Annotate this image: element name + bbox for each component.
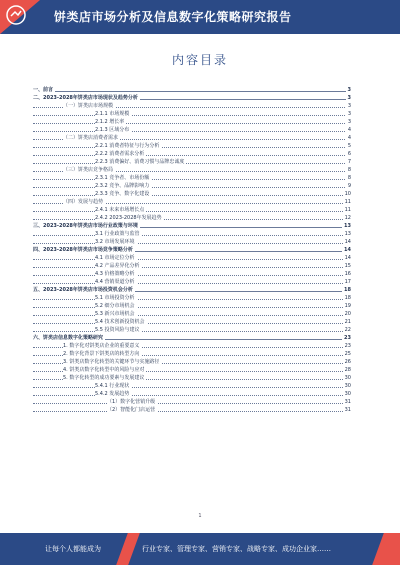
footer-accent-right (371, 533, 400, 565)
toc-entry-title: 1. 数字化对饼类店企业的重要意义 (63, 343, 140, 349)
toc-entry-title: 5.4.2 发展趋势 (95, 391, 130, 397)
toc-entry-title: 4.1 市场定位分析 (95, 255, 135, 261)
toc-entry-page: 18 (344, 295, 351, 301)
toc-heading: 内容目录 (171, 53, 228, 67)
toc-entry-title: 五、2023-2028年饼类店市场投资机会分析 (33, 287, 133, 293)
toc-entry-title: 2.1.3 区域分布 (95, 127, 130, 133)
toc-entry-title: 3.2 市场发展环境 (95, 239, 135, 245)
toc-entry[interactable] (33, 238, 351, 246)
toc-entry-page: 28 (344, 367, 351, 373)
toc-entry-title: 2.3.1 竞争者、市场份额 (95, 175, 150, 181)
toc-entry-page: 4 (347, 135, 351, 141)
toc-entry-page: 3 (347, 119, 351, 125)
toc-entry-page: 4 (347, 127, 351, 133)
toc-entry[interactable] (33, 110, 351, 118)
toc-leader (33, 163, 351, 164)
toc-entry-title: （一）饼类店市场规模 (63, 103, 114, 109)
toc-entry[interactable] (33, 406, 351, 414)
toc-entry-title: 一、前言 (33, 87, 54, 93)
toc-entry-title: 5.1 市场投资分析 (95, 295, 135, 301)
toc-leader (33, 147, 351, 148)
toc-entry[interactable] (33, 134, 351, 142)
footer-slogan: 让每个人都能成为 (45, 545, 101, 553)
toc-entry[interactable] (33, 350, 351, 358)
toc-leader (33, 267, 351, 268)
toc-entry[interactable] (33, 166, 351, 174)
page-number: 1 (198, 513, 202, 519)
toc-leader (33, 323, 351, 324)
toc-entry-page: 21 (344, 319, 351, 325)
toc-entry-page: 26 (344, 359, 351, 365)
toc-entry-title: 2.4.1 未来市场增长点 (95, 207, 145, 213)
toc-entry-page: 20 (344, 311, 351, 317)
footer-tagline: 行业专家、管理专家、营销专家、战略专家、成功企业家…… (142, 545, 331, 553)
toc-leader (33, 275, 351, 276)
toc-entry-title: 3.1 行业政策与监管 (95, 231, 140, 237)
toc-entry[interactable] (33, 214, 351, 222)
toc-entry[interactable] (33, 382, 351, 390)
toc-leader (33, 331, 351, 332)
toc-entry[interactable] (33, 190, 351, 198)
toc-entry[interactable] (33, 310, 351, 318)
toc-entry[interactable] (33, 142, 351, 150)
toc-entry[interactable] (33, 294, 351, 302)
toc-leader (33, 403, 351, 404)
toc-entry-page: 14 (344, 239, 351, 245)
toc-entry-title: 5. 数字化转型的成功要素与发展建议 (63, 375, 145, 381)
toc-entry-title: 2.4.2 2023-2028年发展趋势 (95, 215, 162, 221)
toc-entry-title: （2）智能化门店运营 (107, 407, 156, 413)
toc-entry[interactable] (33, 198, 351, 206)
toc-entry[interactable] (33, 270, 351, 278)
toc-entry-page: 9 (347, 183, 351, 189)
toc-leader (33, 155, 351, 156)
toc-entry-title: 5.5 投资风险与建议 (95, 327, 140, 333)
toc-leader (33, 187, 351, 188)
toc-entry-page: 3 (347, 87, 351, 93)
toc-entry-page: 22 (344, 327, 351, 333)
header-bar (0, 0, 400, 34)
toc-leader (33, 235, 351, 236)
table-of-contents (33, 86, 351, 414)
toc-entry-page: 31 (344, 399, 351, 405)
toc-entry-page: 15 (344, 263, 351, 269)
toc-entry[interactable] (33, 318, 351, 326)
toc-leader (33, 411, 351, 412)
toc-entry-title: 5.4 技术创新投资机会 (95, 319, 145, 325)
toc-entry-title: 四、2023-2028年饼类店市场竞争策略分析 (33, 247, 133, 253)
toc-entry[interactable] (33, 366, 351, 374)
toc-entry[interactable] (33, 86, 351, 94)
toc-entry[interactable] (33, 102, 351, 110)
toc-leader (33, 195, 351, 196)
toc-entry[interactable] (33, 390, 351, 398)
toc-entry-page: 12 (344, 215, 351, 221)
toc-leader (33, 395, 351, 396)
toc-entry-page: 10 (344, 191, 351, 197)
toc-entry[interactable] (33, 302, 351, 310)
toc-entry[interactable] (33, 150, 351, 158)
toc-entry[interactable] (33, 262, 351, 270)
toc-entry-title: 4.4 营销渠道分析 (95, 279, 135, 285)
toc-leader (33, 387, 351, 388)
toc-entry[interactable] (33, 246, 351, 254)
toc-leader (33, 91, 351, 92)
toc-entry-page: 3 (347, 103, 351, 109)
toc-entry-title: （四）发展与趋势 (63, 199, 104, 205)
toc-entry[interactable] (33, 206, 351, 214)
toc-entry-page: 3 (347, 95, 351, 101)
toc-entry-title: 4. 饼类店数字化转型中的风险与应对 (63, 367, 145, 373)
toc-entry[interactable] (33, 358, 351, 366)
toc-entry[interactable] (33, 230, 351, 238)
toc-entry-page: 13 (344, 223, 351, 229)
toc-entry-page: 30 (344, 375, 351, 381)
toc-entry-title: （1）数字化营销升级 (107, 399, 156, 405)
toc-entry-title: 2.2.3 消费偏好、消费习惯与品牌忠诚度 (95, 159, 185, 165)
toc-leader (33, 115, 351, 116)
toc-entry-page: 16 (344, 271, 351, 277)
toc-entry-title: （三）饼类店竞争格局 (63, 167, 114, 173)
toc-entry[interactable] (33, 342, 351, 350)
logo-icon (4, 3, 28, 27)
toc-entry-page: 14 (344, 247, 351, 253)
toc-entry-title: 5.4.1 行业现状 (95, 383, 130, 389)
toc-leader (33, 131, 351, 132)
toc-entry[interactable] (33, 254, 351, 262)
footer-bar (0, 533, 400, 565)
toc-leader (33, 123, 351, 124)
toc-leader (33, 283, 351, 284)
toc-entry-title: 4.2 产品差异化分析 (95, 263, 140, 269)
toc-leader (33, 243, 351, 244)
toc-entry-page: 23 (344, 335, 351, 341)
toc-entry[interactable] (33, 326, 351, 334)
toc-entry-page: 8 (347, 175, 351, 181)
toc-entry-page: 7 (347, 159, 351, 165)
toc-leader (33, 179, 351, 180)
toc-entry-title: 2.1.2 增长率 (95, 119, 125, 125)
toc-entry-title: 3. 饼类店数字化转型的关键环节与实施路径 (63, 359, 160, 365)
toc-entry[interactable] (33, 398, 351, 406)
toc-entry-page: 5 (347, 143, 351, 149)
toc-entry-title: 2. 数字化背景下饼类店的转型方向 (63, 351, 140, 357)
toc-entry-title: 4.3 价格策略分析 (95, 271, 135, 277)
toc-entry-page: 3 (347, 111, 351, 117)
footer-accent (115, 533, 142, 565)
toc-entry-title: 2.3.3 竞争、数字化建设 (95, 191, 150, 197)
toc-entry[interactable] (33, 286, 351, 294)
toc-entry-page: 18 (344, 287, 351, 293)
toc-entry-title: 5.2 细分市场机会 (95, 303, 135, 309)
toc-leader (33, 259, 351, 260)
toc-entry[interactable] (33, 94, 351, 102)
toc-entry-page: 11 (344, 199, 351, 205)
toc-entry-title: 三、2023-2028年饼类店市场行业政策与环境 (33, 223, 138, 229)
toc-entry-page: 25 (344, 351, 351, 357)
toc-entry[interactable] (33, 158, 351, 166)
toc-leader (33, 211, 351, 212)
toc-entry-title: 2.2.2 消费者需求分析 (95, 151, 145, 157)
toc-entry[interactable] (33, 174, 351, 182)
toc-entry-title: 六、饼类店信息数字化策略研究 (33, 335, 104, 341)
toc-entry-page: 23 (344, 343, 351, 349)
toc-entry-title: 2.1.1 市场规模 (95, 111, 130, 117)
toc-entry-page: 6 (347, 151, 351, 157)
report-title: 饼类店市场分析及信息数字化策略研究报告 (54, 10, 292, 24)
toc-entry[interactable] (33, 334, 351, 342)
toc-entry-page: 30 (344, 391, 351, 397)
toc-entry[interactable] (33, 374, 351, 382)
toc-entry-title: 2.3.2 竞争、品牌影响力 (95, 183, 150, 189)
toc-entry-title: （二）饼类店消费者需求 (63, 135, 119, 141)
toc-entry[interactable] (33, 222, 351, 230)
toc-entry-title: 二、2023-2028年饼类店市场现状及趋势分析 (33, 95, 138, 101)
toc-entry-page: 30 (344, 383, 351, 389)
toc-entry-page: 11 (344, 207, 351, 213)
toc-leader (33, 299, 351, 300)
toc-entry-page: 31 (344, 407, 351, 413)
toc-leader (33, 315, 351, 316)
toc-entry-page: 13 (344, 231, 351, 237)
toc-entry-title: 5.3 新兴市场机会 (95, 311, 135, 317)
toc-entry-page: 17 (344, 279, 351, 285)
toc-entry[interactable] (33, 118, 351, 126)
toc-entry-page: 19 (344, 303, 351, 309)
toc-entry-title: 2.2.1 消费者特征与行为分析 (95, 143, 160, 149)
toc-entry-page: 14 (344, 255, 351, 261)
toc-entry[interactable] (33, 126, 351, 134)
toc-leader (33, 219, 351, 220)
toc-leader (33, 307, 351, 308)
toc-entry-page: 8 (347, 167, 351, 173)
toc-entry[interactable] (33, 182, 351, 190)
toc-entry[interactable] (33, 278, 351, 286)
